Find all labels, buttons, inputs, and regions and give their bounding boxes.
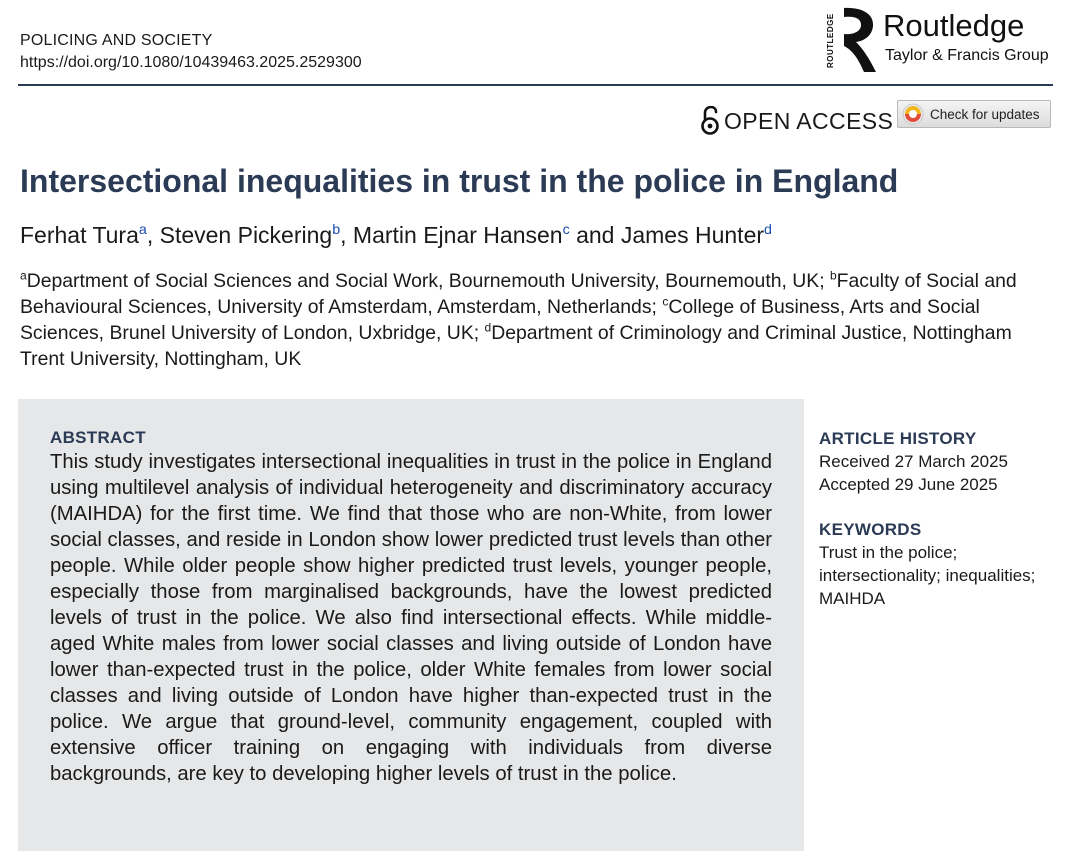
publisher-name: Routledge bbox=[883, 8, 1025, 43]
routledge-logo-icon bbox=[840, 6, 880, 74]
open-access-lock-icon bbox=[700, 106, 720, 136]
affiliation-mark: c bbox=[662, 294, 669, 309]
affiliation-text: Department of Criminology and Criminal Justice, Nottingham Trent University, Nottingham, UK bbox=[20, 322, 1012, 370]
header-divider bbox=[18, 84, 1053, 86]
abstract-text: This study investigates intersectional inequalities in trust in the police in England using multilevel analysis of individual heterogeneity and discriminatory accuracy (MAIHDA) for the first time. We find that those who are non-White, from lower social classes, and reside in London show lower predicted trust levels than other people. While older people show higher predicted trust levels, younger people, especially those from marginalised backgrounds, have the lowest predicted levels of trust in the police. We also find intersectional effects. While middle-aged White males from lower social classes and living outside of London have lower than-expected trust in the police, older White females from lower social classes and living outside of London have higher than-expected trust in the police. We argue that ground-level, community engagement, coupled with extensive officer training on engaging with individuals from diverse backgrounds, are key to developing higher levels of trust in the police. bbox=[50, 451, 772, 785]
doi-link[interactable]: https://doi.org/10.1080/10439463.2025.2529300 bbox=[20, 54, 362, 71]
affiliation-text: Department of Social Sciences and Social Work, Bournemouth University, Bournemouth, UK; bbox=[26, 270, 830, 292]
author-name[interactable]: James Hunter bbox=[620, 222, 765, 248]
journal-header bbox=[20, 30, 362, 74]
author-separator: , bbox=[146, 222, 160, 248]
author-affiliation-mark[interactable]: b bbox=[332, 222, 341, 239]
journal-name: POLICING AND SOCIETY bbox=[20, 32, 213, 49]
affiliation-text: Faculty of Social and Behavioural Sciences, University of Amsterdam, Amsterdam, Netherlands; bbox=[20, 270, 1017, 318]
affiliation-text: College of Business, Arts and Social Sciences, Brunel University of London, Uxbridge, UK; bbox=[20, 296, 980, 344]
abstract-box bbox=[18, 399, 804, 851]
accepted-date: Accepted 29 June 2025 bbox=[819, 475, 998, 494]
author-name[interactable]: Martin Ejnar Hansen bbox=[352, 222, 563, 248]
author-affiliation-mark[interactable]: d bbox=[764, 222, 772, 239]
open-access-badge bbox=[700, 105, 893, 137]
keywords-text: Trust in the police; intersectionality; inequalities; MAIHDA bbox=[819, 543, 1036, 608]
affiliation-mark: b bbox=[829, 268, 837, 283]
publisher-group: Taylor & Francis Group bbox=[885, 47, 1049, 64]
abstract-heading: ABSTRACT bbox=[50, 428, 146, 447]
affiliations bbox=[20, 268, 1060, 372]
author-list bbox=[20, 218, 772, 252]
check-for-updates-label: Check for updates bbox=[930, 106, 1040, 122]
author-separator: , bbox=[340, 222, 353, 248]
author-name[interactable]: Steven Pickering bbox=[159, 222, 333, 248]
author-affiliation-mark[interactable]: a bbox=[138, 222, 147, 239]
check-for-updates-button[interactable] bbox=[897, 100, 1051, 128]
author-separator: and bbox=[569, 222, 621, 248]
article-sidebar bbox=[819, 427, 1064, 610]
received-date: Received 27 March 2025 bbox=[819, 452, 1009, 471]
crossmark-icon bbox=[902, 103, 924, 125]
open-access-label: OPEN ACCESS bbox=[724, 107, 894, 134]
article-history-heading: ARTICLE HISTORY bbox=[819, 429, 977, 448]
affiliation-mark: d bbox=[484, 320, 492, 335]
author-name[interactable]: Ferhat Tura bbox=[20, 222, 139, 248]
affiliation-mark: a bbox=[20, 268, 27, 283]
publisher-spine-text: ROUTLEDGE bbox=[826, 13, 835, 69]
author-affiliation-mark[interactable]: c bbox=[562, 222, 570, 239]
publisher-logo bbox=[826, 4, 1062, 74]
keywords-heading: KEYWORDS bbox=[819, 520, 922, 539]
article-title: Intersectional inequalities in trust in the police in England bbox=[20, 163, 899, 199]
